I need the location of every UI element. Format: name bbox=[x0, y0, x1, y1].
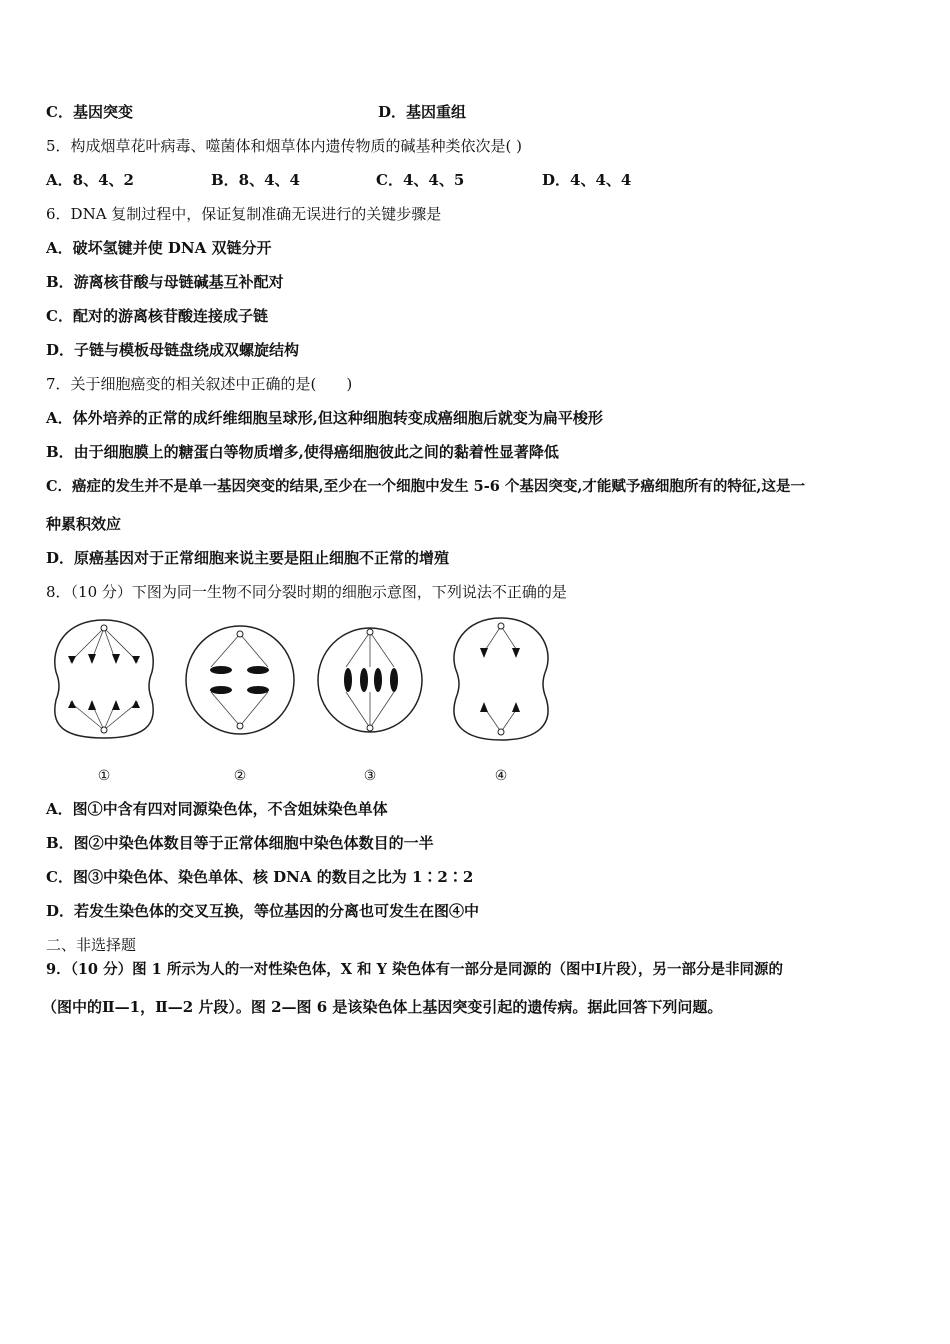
q5-option-a: A．8、4、2 bbox=[46, 171, 134, 189]
cell-division-figure bbox=[46, 612, 566, 787]
cell-division-diagram bbox=[46, 612, 566, 772]
figure-label-3: ③ bbox=[363, 768, 377, 784]
section-title: 二、非选择题 bbox=[46, 936, 137, 954]
q5-option-c: C．4、4、5 bbox=[376, 171, 465, 189]
q8-option-d: D．若发生染色体的交叉互换，等位基因的分离也可发生在图④中 bbox=[46, 902, 480, 920]
q5-option-d: D．4、4、4 bbox=[542, 171, 632, 189]
q8-option-a: A．图①中含有四对同源染色体，不含姐妹染色单体 bbox=[46, 800, 388, 818]
q6-option-c: C．配对的游离核苷酸连接成子链 bbox=[46, 307, 268, 325]
figure-label-1: ① bbox=[97, 768, 111, 784]
cell-2-membrane bbox=[186, 626, 294, 734]
q8-option-b: B．图②中染色体数目等于正常体细胞中染色体数目的一半 bbox=[46, 834, 434, 852]
q9-line2: （图中的Ⅱ—1，Ⅱ—2 片段）。图 2—图 6 是该染色体上基因突变引起的遗传病。据此回答下列问题。 bbox=[42, 998, 723, 1016]
q7-option-b: B．由于细胞膜上的糖蛋白等物质增多,使得癌细胞彼此之间的黏着性显著降低 bbox=[46, 443, 559, 461]
q4-option-c: C．基因突变 bbox=[46, 103, 133, 121]
q4-option-d: D．基因重组 bbox=[378, 103, 467, 121]
q7-option-c-line2: 种累积效应 bbox=[46, 515, 122, 533]
figure-label-2: ② bbox=[233, 768, 247, 784]
figure-label-4: ④ bbox=[494, 768, 508, 784]
q6-stem: 6．DNA 复制过程中，保证复制准确无误进行的关键步骤是 bbox=[46, 205, 442, 223]
q8-stem: 8．（10 分）下图为同一生物不同分裂时期的细胞示意图，下列说法不正确的是 bbox=[46, 583, 567, 601]
q7-option-d: D．原癌基因对于正常细胞来说主要是阻止细胞不正常的增殖 bbox=[46, 549, 450, 567]
q6-option-a: A．破坏氢键并使 DNA 双链分开 bbox=[46, 239, 272, 257]
cell-4-membrane bbox=[454, 618, 548, 740]
q7-stem: 7．关于细胞癌变的相关叙述中正确的是( ) bbox=[46, 375, 353, 393]
q9-line1: 9．（10 分）图 1 所示为人的一对性染色体，X 和 Y 染色体有一部分是同源的（图中Ⅰ片段），另一部分是非同源的 bbox=[46, 961, 784, 978]
q5-stem: 5．构成烟草花叶病毒、噬菌体和烟草体内遗传物质的碱基种类依次是( ) bbox=[46, 137, 523, 155]
q6-option-d: D．子链与模板母链盘绕成双螺旋结构 bbox=[46, 341, 300, 359]
q5-option-b: B．8、4、4 bbox=[211, 171, 300, 189]
cell-1-membrane bbox=[55, 620, 153, 738]
q7-option-a: A．体外培养的正常的成纤维细胞呈球形,但这种细胞转变成癌细胞后就变为扁平梭形 bbox=[46, 409, 603, 427]
q6-option-b: B．游离核苷酸与母链碱基互补配对 bbox=[46, 273, 284, 291]
q7-option-c-line1: C．癌症的发生并不是单一基因突变的结果,至少在一个细胞中发生 5-6 个基因突变,才能赋予癌细胞所有的特征,这是一 bbox=[46, 478, 805, 495]
q8-option-c: C．图③中染色体、染色单体、核 DNA 的数目之比为 1∶2∶2 bbox=[46, 868, 474, 886]
